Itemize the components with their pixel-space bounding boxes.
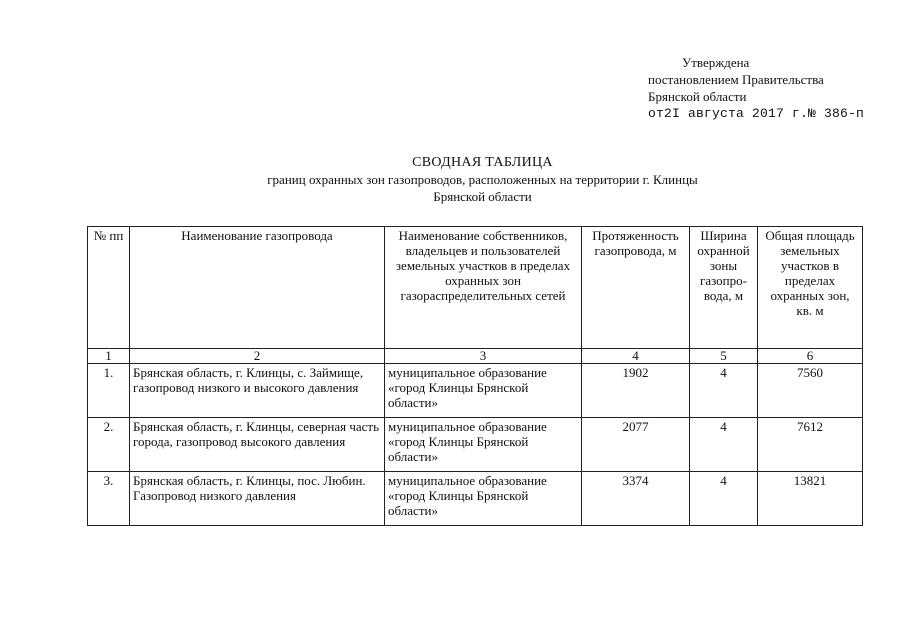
table-row: [88, 472, 863, 526]
pipeline-length: 3374: [582, 472, 690, 526]
document-title: [0, 154, 905, 205]
approval-resolution: постановлением Правительства: [648, 72, 824, 87]
table-row: [88, 364, 863, 418]
column-number: 6: [758, 349, 863, 364]
pipeline-length: 1902: [582, 364, 690, 418]
title-main: СВОДНАЯ ТАБЛИЦА: [412, 155, 553, 170]
table-header-row: [88, 227, 863, 349]
zone-width: 4: [690, 472, 758, 526]
header-pipeline-name: Наименование газопровода: [130, 227, 385, 349]
column-number: 2: [130, 349, 385, 364]
column-number: 5: [690, 349, 758, 364]
approval-block: [648, 54, 864, 122]
zone-width: 4: [690, 418, 758, 472]
header-number: № пп: [88, 227, 130, 349]
column-numbering-row: [88, 349, 863, 364]
table-row: [88, 418, 863, 472]
pipeline-length: 2077: [582, 418, 690, 472]
approval-region: Брянской области: [648, 89, 747, 104]
row-number: 2.: [88, 418, 130, 472]
column-number: 3: [385, 349, 582, 364]
pipeline-name: Брянская область, г. Клинцы, с. Займище, газопровод низкого и высокого давления: [130, 364, 385, 418]
total-area: 13821: [758, 472, 863, 526]
column-number: 4: [582, 349, 690, 364]
header-zone-width: Ширина охранной зоны газопро- вода, м: [690, 227, 758, 349]
owner-name: муниципальное образование «город Клинцы Брянской области»: [385, 364, 582, 418]
pipeline-name: Брянская область, г. Клинцы, северная часть города, газопровод высокого давления: [130, 418, 385, 472]
total-area: 7612: [758, 418, 863, 472]
owner-name: муниципальное образование «город Клинцы Брянской области»: [385, 472, 582, 526]
header-length: Протяженность газопровода, м: [582, 227, 690, 349]
header-total-area: Общая площадь земельных участков в пределах охранных зон, кв. м: [758, 227, 863, 349]
approval-date: от2I августа 2017 г.№ 386-п: [648, 106, 865, 121]
row-number: 3.: [88, 472, 130, 526]
header-owners: Наименование собственников, владельцев и пользователей земельных участков в пределах охранных зон газораспределительных сетей: [385, 227, 582, 349]
column-number: 1: [88, 349, 130, 364]
approval-label: Утверждена: [682, 55, 750, 70]
owner-name: муниципальное образование «город Клинцы Брянской области»: [385, 418, 582, 472]
pipeline-name: Брянская область, г. Клинцы, пос. Любин. Газопровод низкого давления: [130, 472, 385, 526]
title-subtitle: границ охранных зон газопроводов, расположенных на территории г. Клинцы: [267, 172, 698, 187]
zone-width: 4: [690, 364, 758, 418]
summary-table: [87, 226, 863, 526]
row-number: 1.: [88, 364, 130, 418]
title-region: Брянской области: [433, 189, 532, 204]
total-area: 7560: [758, 364, 863, 418]
